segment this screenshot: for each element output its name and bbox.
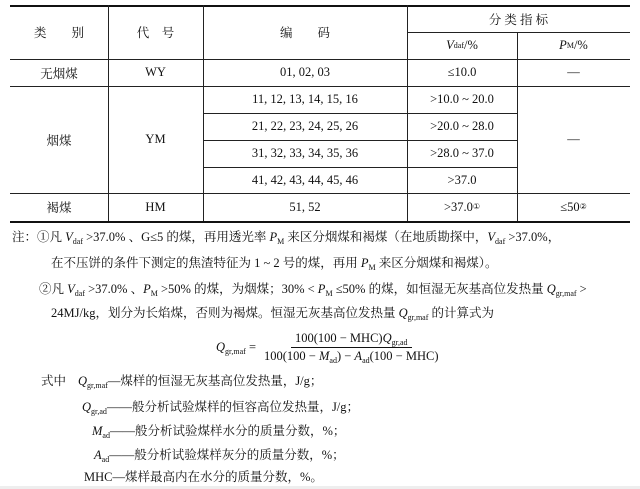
cell-vdaf: >10.0 ~ 20.0 (430, 92, 494, 106)
cell-pm: — (567, 132, 580, 146)
table-bottom-rule (10, 221, 630, 223)
cell-category: 烟煤 (46, 133, 72, 148)
header-coding: 编 码 (279, 26, 330, 40)
symbol: V (446, 38, 454, 52)
where-label: 式中 (41, 374, 67, 388)
cell-vdaf: >37.0 (447, 172, 477, 187)
note-1-line-2: 在不压饼的条件下测定的焦渣特征为 1 ~ 2 号的煤，再用 $P_M$ 来区分烟煤和褐煤）。 (51, 256, 498, 272)
header-vdaf: V daf /% (446, 38, 478, 52)
header-code: 代 号 (136, 26, 175, 40)
cell-vdaf: ≤10.0 (447, 65, 477, 79)
definition: $A_{ad}——$般分析试验煤样灰分的质量分数，%； (94, 448, 345, 464)
header-indicator: 分 类 指 标 (488, 12, 549, 27)
formula: $Q_{gr,maf}$ = $\frac{100(100 - MHC)Q_{gr,ad}}{100(100 - M_{ad}) - A_{ad}(100 - MHC)}$ (216, 330, 442, 365)
cell-coding: 31, 32, 33, 34, 35, 36 (251, 146, 359, 160)
cell-coding: 11, 12, 13, 14, 15, 16 (252, 92, 358, 106)
definition: $M_{ad}——$般分析试验煤样水分的质量分数，%； (92, 424, 346, 440)
cell-code: HM (145, 199, 166, 214)
cell-coding: 41, 42, 43, 44, 45, 46 (251, 172, 359, 187)
cell-vdaf: >28.0 ~ 37.0 (430, 146, 494, 160)
definition: $Q_{gr,ad}——$般分析试验煤样的恒容高位发热量，J/g； (82, 400, 360, 416)
value: >37.0 (443, 199, 473, 214)
cell-pm: ≤50 ② (560, 199, 587, 214)
header-category: 类 别 (33, 26, 84, 40)
cell-coding: 21, 22, 23, 24, 25, 26 (251, 119, 359, 133)
cell-vdaf: >20.0 ~ 28.0 (430, 119, 494, 133)
note-1-line-1: 注：①凡 $V_{daf} >37.0\%$ 、G≤5 的煤，再用透光率 $P_M$ 来区分烟煤和褐煤（在地质勘探中，$V_{daf} >37.0\%$， (12, 230, 561, 246)
cell-pm: — (567, 65, 580, 79)
definition: MHC—煤样最高内在水分的质量分数，%。 (84, 470, 323, 484)
cell-code: WY (145, 65, 166, 79)
cell-coding: 01, 02, 03 (280, 65, 330, 79)
cell-code: YM (145, 132, 166, 146)
definition: $Q_{gr,maf}—$煤样的恒湿无灰基高位发热量，J/g； (78, 374, 323, 390)
cell-category: 无烟煤 (40, 66, 78, 81)
formula-numerator: $100(100 - MHC)Q_{gr,ad}$ (291, 330, 412, 348)
note-2-line-2: 24MJ/kg，划分为长焰煤，否则为褐煤。恒湿无灰基高位发热量 $Q_{gr,maf}$ 的计算式为 (51, 306, 495, 322)
symbol: P (559, 38, 567, 52)
header-pm: P M /% (559, 38, 588, 52)
cell-category: 褐煤 (46, 201, 72, 215)
value: ≤50 (560, 199, 580, 214)
unit: /% (463, 38, 478, 52)
note-2-line-1: ②凡 $V_{daf} >37.0\%$ 、$P_M >50\%$ 的煤，为烟煤；$30\% < P_M \le 50\%$ 的煤，如恒湿无灰基高位发热量 $Q_{gr,maf}$ > (39, 282, 587, 298)
cell-coding: 51, 52 (289, 199, 321, 214)
formula-denominator: $100(100 - M_{ad}) - A_{ad}(100 - MHC)$ (264, 349, 439, 365)
unit: /% (573, 38, 588, 52)
cell-vdaf: >37.0 ① (443, 199, 481, 214)
